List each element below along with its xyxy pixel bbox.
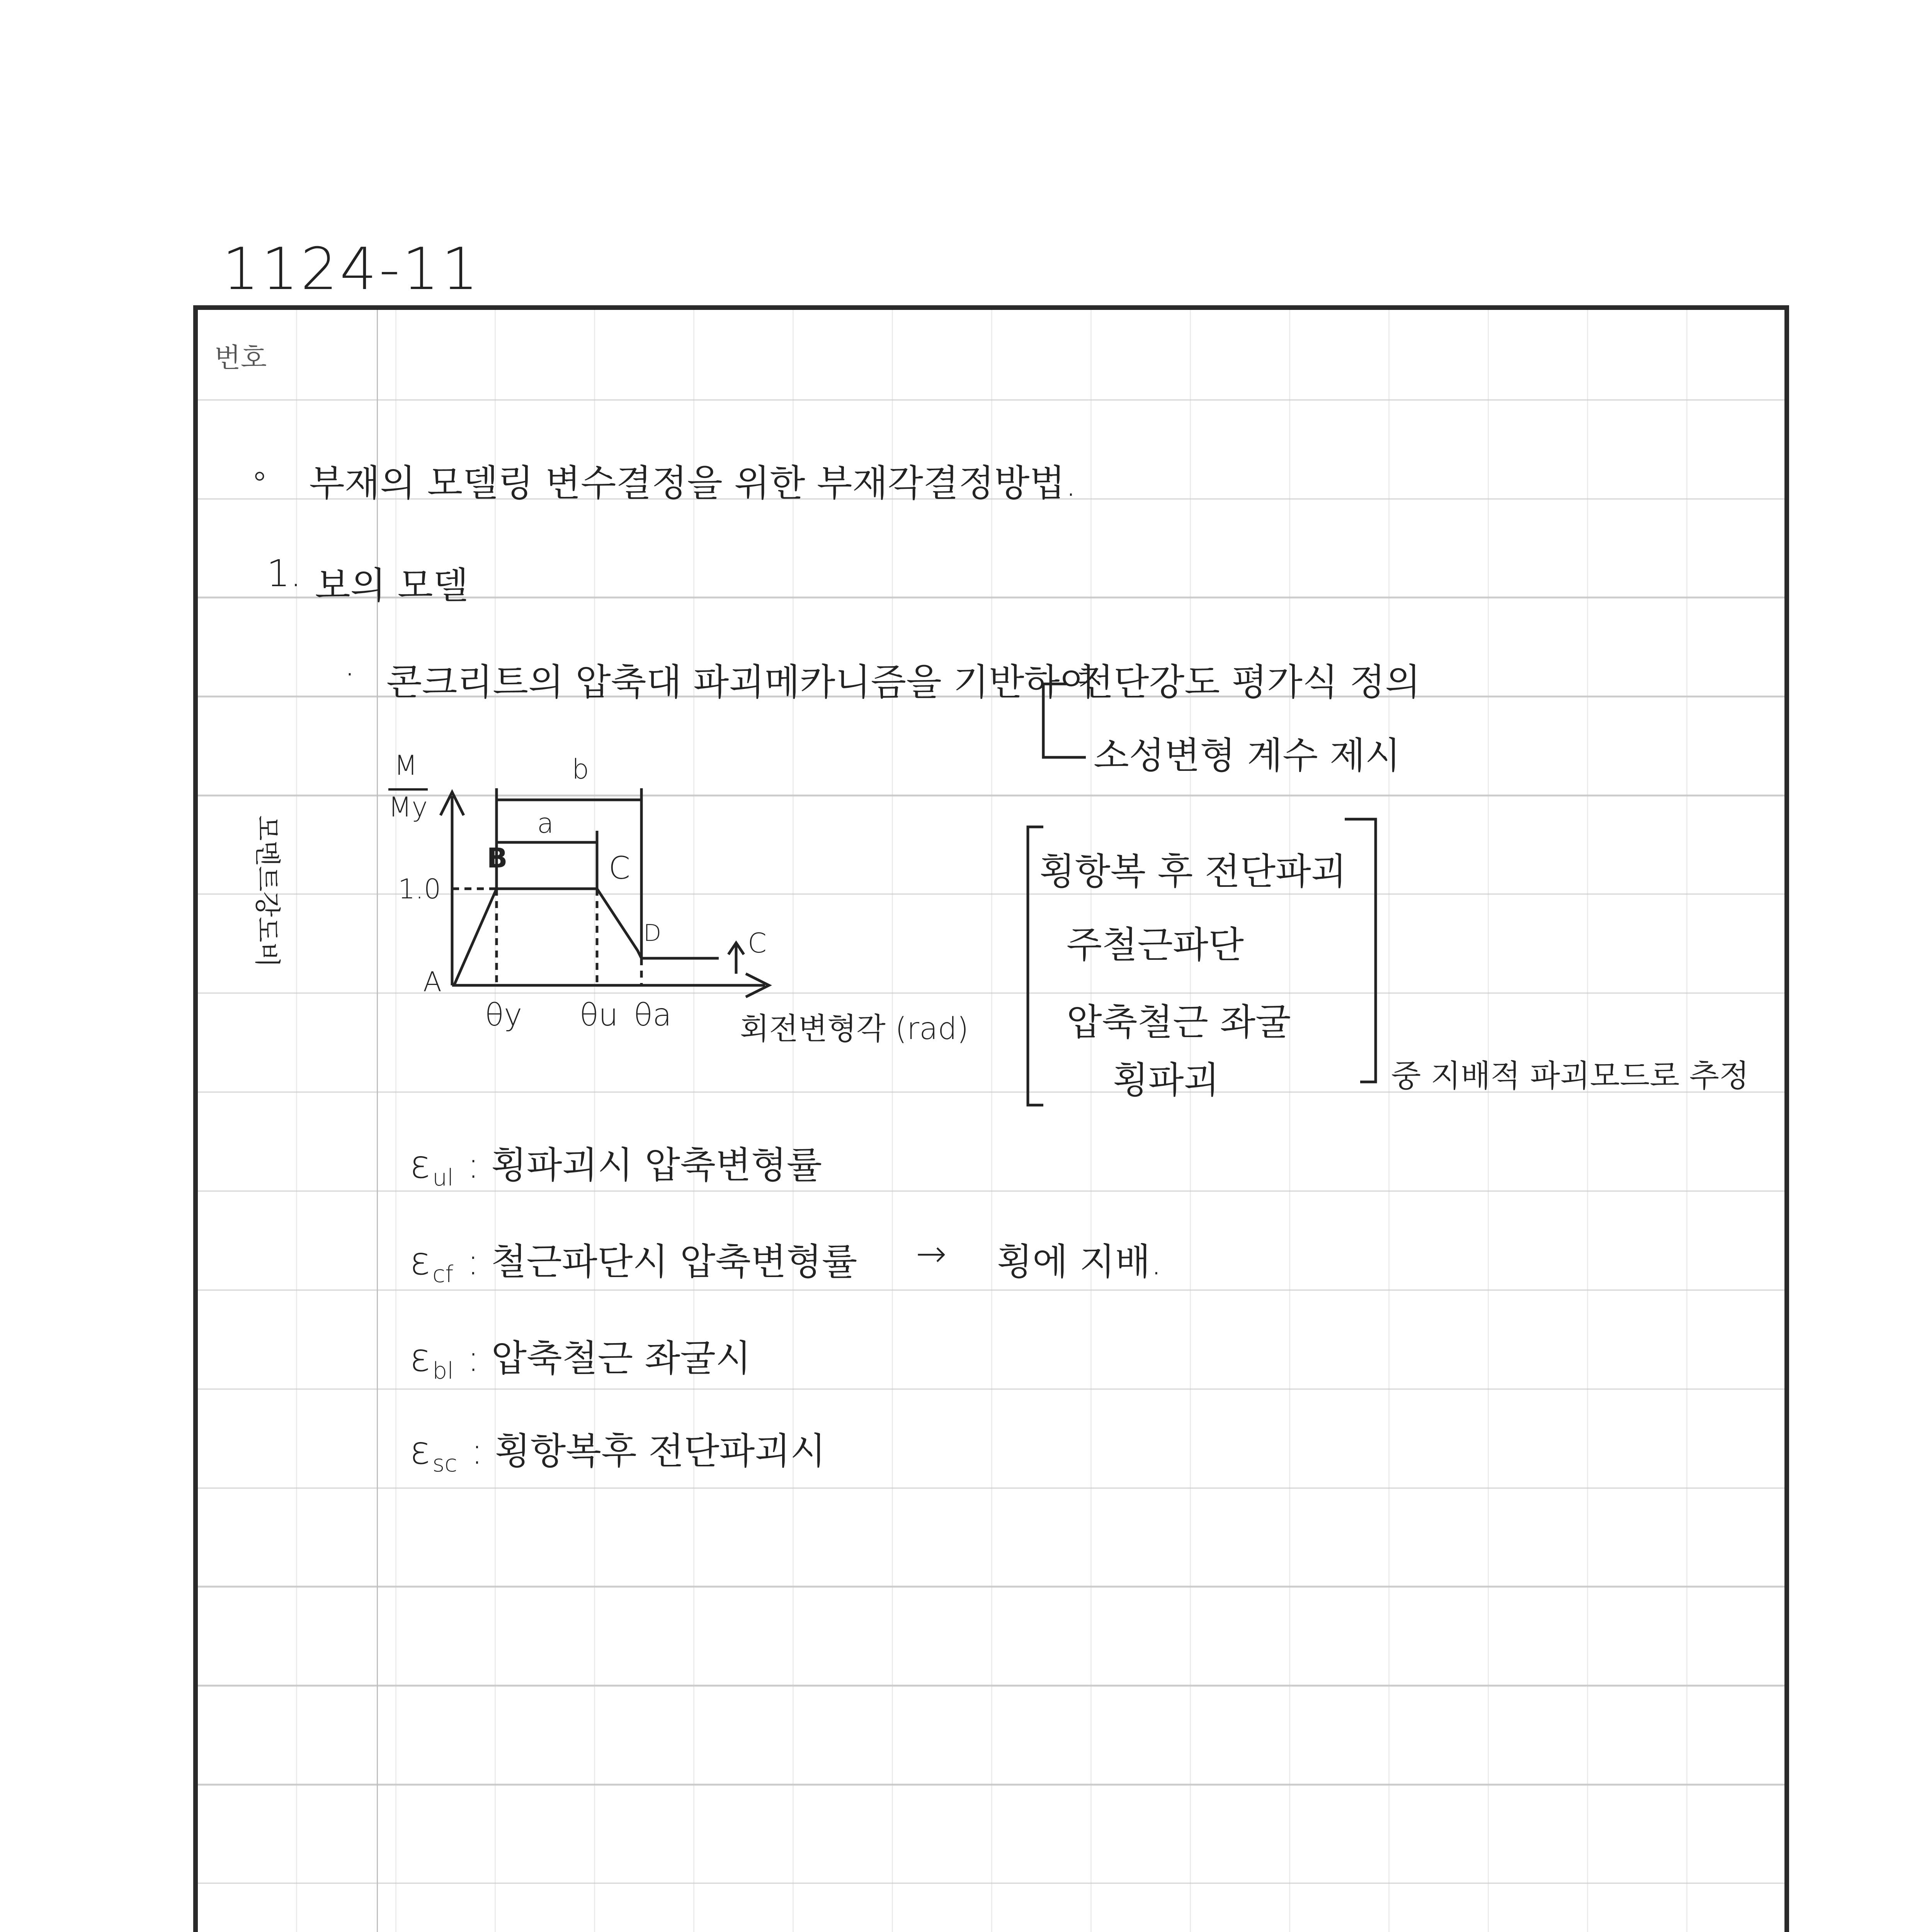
section-number: 1.: [267, 553, 302, 595]
span-a-label: a: [537, 808, 554, 839]
sheet-number-label: 번호: [214, 342, 267, 374]
y-tick-label: 1.0: [398, 873, 441, 905]
failure-mode-2: 주철근파단: [1067, 924, 1244, 966]
strain-note: 횡에 지배.: [997, 1241, 1162, 1283]
heading-bullet: ◦: [253, 454, 266, 497]
y-axis-title: 모멘트강도비: [252, 815, 282, 968]
strain-symbol: ε: [410, 1238, 431, 1284]
failure-bracket-note: 중 지배적 파괴모드로 추정: [1391, 1058, 1749, 1094]
strain-description: : 횡항복후 전단파괴시: [471, 1430, 826, 1473]
strain-description: : 철근파단시 압축변형률: [467, 1241, 857, 1283]
point-c-label: C: [609, 850, 630, 886]
intro-bullet: ·: [344, 653, 356, 696]
strain-row-ul: [410, 1136, 822, 1191]
strain-row-cf: [410, 1233, 857, 1288]
y-label-top: M: [394, 750, 418, 781]
span-b-label: b: [572, 753, 589, 785]
point-b-label: B: [487, 842, 508, 874]
heading-text: 부재의 모델링 변수결정을 위한 부재각결정방법.: [309, 462, 1077, 505]
failure-mode-3: 압축철근 좌굴: [1067, 1001, 1291, 1044]
strain-description: : 압축철근 좌굴시: [467, 1337, 751, 1380]
strain-subscript: bl: [432, 1357, 454, 1384]
intro-branch-2: 소성변형 계수 제시: [1094, 735, 1401, 777]
x-axis-title: 회전변형각 (rad): [740, 1012, 969, 1046]
failure-mode-1: 횡항복 후 전단파괴: [1039, 850, 1347, 893]
strain-description: : 횡파괴시 압축변형률: [467, 1144, 822, 1187]
strain-symbol: ε: [410, 1428, 431, 1473]
theta-u-label: θu: [580, 997, 618, 1033]
strain-subscript: sc: [432, 1450, 458, 1477]
margin-line: [377, 310, 378, 1932]
strain-arrow: →: [916, 1233, 947, 1275]
strain-symbol: ε: [410, 1142, 431, 1187]
theta-y-label: θy: [485, 997, 522, 1033]
page-reference: 1124-11: [222, 236, 481, 303]
strain-subscript: ul: [432, 1164, 454, 1191]
intro-text: 콘크리트의 압축대 파괴메카니즘을 기반하여: [386, 661, 1095, 704]
strain-subscript: cf: [432, 1261, 454, 1288]
intro-branch-1: 전단강도 평가식 정의: [1078, 661, 1421, 704]
strain-row-bl: [410, 1329, 751, 1384]
theta-a-label: θa: [634, 997, 672, 1033]
point-c-tail-label: C: [748, 927, 767, 959]
point-d-label: D: [643, 920, 662, 947]
origin-label: A: [423, 966, 442, 998]
failure-mode-4: 횡파괴: [1113, 1059, 1220, 1102]
section-title: 보의 모델: [315, 565, 469, 607]
y-label-bottom: My: [388, 788, 428, 823]
strain-row-sc: [410, 1422, 826, 1477]
strain-symbol: ε: [410, 1335, 431, 1380]
ruled-note-sheet: [193, 305, 1789, 1932]
